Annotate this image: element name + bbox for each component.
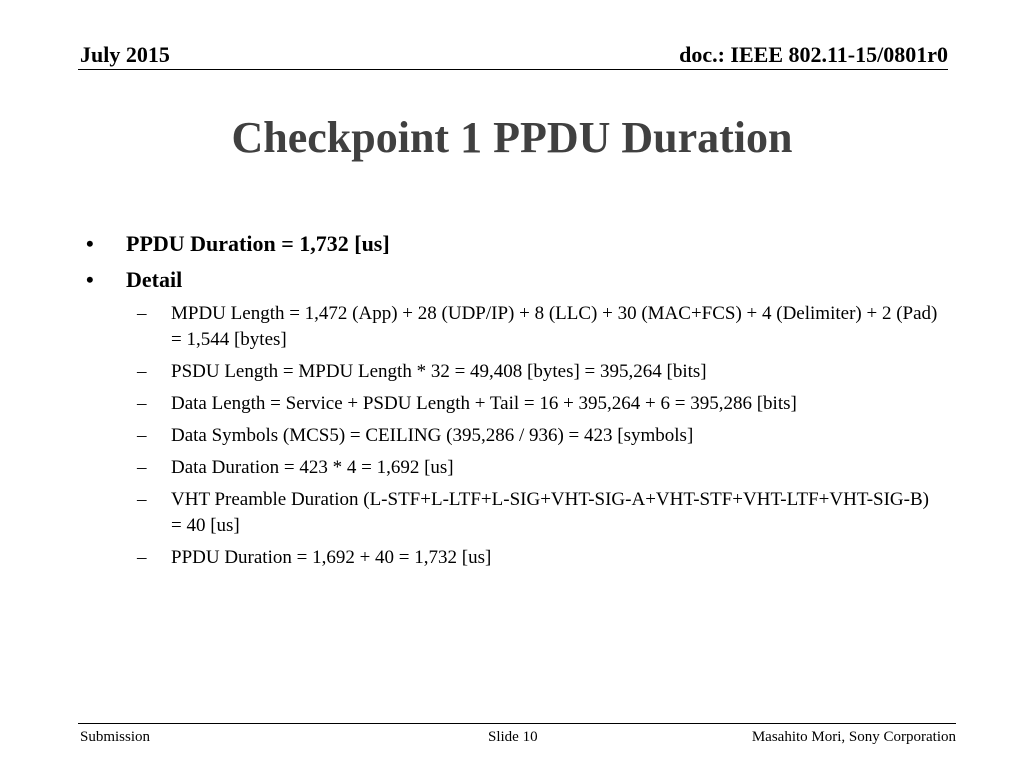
detail-text: VHT Preamble Duration (L-STF+L-LTF+L-SIG+VHT-SIG-A+VHT-STF+VHT-LTF+VHT-SIG-B) = 40 [us]: [171, 489, 929, 536]
bullet-text: Detail: [126, 267, 183, 292]
bullet-marker: •: [86, 231, 94, 256]
detail-data-symbols: [84, 423, 944, 449]
footer-author: Masahito Mori, Sony Corporation: [751, 729, 956, 745]
bullet-detail: [84, 265, 944, 295]
footer-divider: [78, 723, 956, 724]
bullet-text: PPDU Duration = 1,732 [us]: [126, 231, 390, 256]
detail-ppdu-duration: [84, 545, 944, 571]
footer-submission: Submission: [80, 729, 151, 745]
header-doc-id: doc.: IEEE 802.11-15/0801r0: [679, 42, 948, 67]
detail-psdu-length: [84, 359, 944, 385]
detail-data-length: [84, 391, 944, 417]
detail-text: MPDU Length = 1,472 (App) + 28 (UDP/IP) + 8 (LLC) + 30 (MAC+FCS) + 4 (Delimiter) + 2 (Pad) = 1,544 [bytes]: [171, 303, 938, 350]
dash-marker: –: [137, 393, 147, 414]
dash-marker: –: [137, 489, 147, 510]
dash-marker: –: [137, 457, 147, 478]
detail-data-duration: [84, 455, 944, 481]
header-divider: [78, 69, 948, 70]
detail-text: PPDU Duration = 1,692 + 40 = 1,732 [us]: [171, 547, 492, 568]
bullet-ppdu-duration: [84, 229, 944, 259]
detail-mpdu-length: [84, 301, 944, 353]
bullet-marker: •: [86, 267, 94, 292]
footer-slide-number: Slide 10: [488, 729, 538, 745]
dash-marker: –: [137, 361, 147, 382]
detail-vht-preamble: [84, 487, 944, 539]
detail-text: Data Duration = 423 * 4 = 1,692 [us]: [171, 457, 454, 478]
dash-marker: –: [137, 547, 147, 568]
dash-marker: –: [137, 303, 147, 324]
detail-text: Data Symbols (MCS5) = CEILING (395,286 / 936) = 423 [symbols]: [171, 425, 694, 446]
header-date: July 2015: [80, 42, 170, 67]
slide-body: [84, 229, 944, 577]
slide-title: Checkpoint 1 PPDU Duration: [231, 113, 793, 162]
detail-text: PSDU Length = MPDU Length * 32 = 49,408 [bytes] = 395,264 [bits]: [171, 361, 707, 382]
detail-text: Data Length = Service + PSDU Length + Tail = 16 + 395,264 + 6 = 395,286 [bits]: [171, 393, 797, 414]
dash-marker: –: [137, 425, 147, 446]
